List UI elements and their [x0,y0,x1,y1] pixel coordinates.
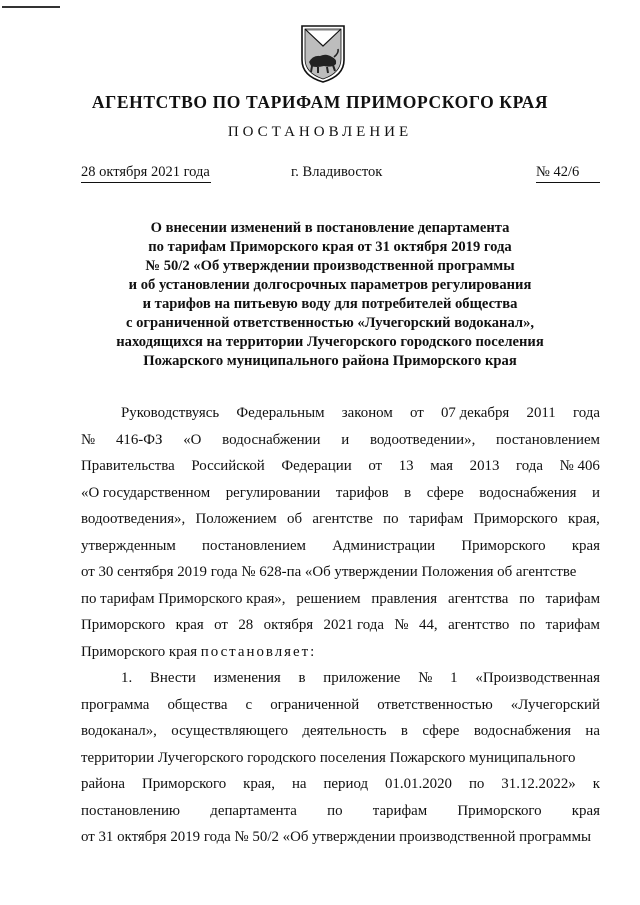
body-word: от 30 сентября 2019 года № 628-па «Об утверждении Положения об агентстве [81,564,577,580]
body-line [81,824,600,851]
title-line: Пожарского муниципального района Приморского края [143,353,517,369]
body-word: Российской [191,458,265,474]
body-word: Приморского [461,537,546,554]
body-word: 1. [121,670,133,686]
body-word: тарифов [335,484,389,501]
body-word: края, [243,776,275,792]
body-line [81,586,600,613]
body-line [81,798,600,825]
document-title [60,219,600,371]
title-line: по тарифам Приморского края от 31 октября 2019 года [148,239,512,255]
body-word: Администрации [332,537,436,554]
body-line [81,665,600,692]
body-word: и [592,484,600,501]
body-word: территории Лучегорского городского поселения Пожарского муниципального [81,749,576,766]
body-word: от [214,617,228,633]
body-word: в [404,484,412,501]
body-word: Внести [149,670,196,686]
body-word: края [175,617,204,633]
body-word: в [298,670,306,686]
body-word: правления [371,590,438,607]
body-word: № [418,670,433,686]
body-word: об [287,511,303,527]
body-word: «Лучегорский [510,696,600,713]
document-date: 28 октября 2021 года [81,163,211,183]
body-word: края [571,802,600,819]
document-number: № 42/6 [536,163,600,183]
body-line [81,559,600,586]
body-word: мая [430,458,453,474]
body-word: Приморского [457,802,542,819]
body-word: сфере [422,723,460,739]
body-word: края, [568,511,600,527]
body-word: водоснабжении [222,431,321,448]
body-word: 1 [450,670,458,686]
body-word: агентство [448,617,510,633]
title-line: находящихся на территории Лучегорского городского поселения [116,334,544,350]
title-line: № 50/2 «Об утверждении производственной программы [145,258,515,274]
body-word: ответственностью [377,696,493,713]
document-body [81,400,600,851]
body-word: департамента [210,802,297,819]
body-line [81,771,600,798]
body-word: постановлению [81,802,181,819]
body-word: года [572,405,600,421]
body-word: водоканал», [81,723,157,739]
body-word: Приморского [141,776,227,792]
title-line: с ограниченной ответственностью «Лучегорский водоканал», [125,315,535,331]
body-word: решением [296,590,361,607]
body-word: агентства [448,590,509,607]
body-word: 28 [238,617,254,633]
body-word: и [341,431,350,448]
body-word: от [409,405,424,421]
body-word: тарифам [372,802,428,819]
body-line [81,718,600,745]
coat-of-arms-icon [298,22,348,84]
body-word: 2021 года [323,617,384,633]
body-word: приложение [323,670,401,686]
body-line [81,745,600,772]
body-word: водоснабжения [479,484,577,501]
body-word: в [400,723,408,739]
body-word: постановлением [202,537,306,554]
body-word: Руководствуясь [121,405,220,421]
body-word: 2011 [526,405,556,421]
scan-mark [2,6,60,8]
body-word: «О государственном [81,484,211,501]
body-line-resolves [81,639,600,666]
body-word: деятельность [302,723,387,739]
body-word: по тарифам Приморского края», [81,590,286,607]
body-word: № [81,431,96,448]
body-word: Федерации [281,458,352,474]
body-word: сфере [426,484,464,501]
body-word: изменения [213,670,281,686]
body-word: с [245,696,253,713]
body-word: по [468,776,485,792]
body-word: программа [81,696,150,713]
body-word: ограниченной [270,696,360,713]
body-word: от [368,458,383,474]
body-word: № 406 [559,458,600,474]
body-word: тарифам [545,590,600,607]
document-city: г. Владивосток [291,164,383,180]
body-line [81,453,600,480]
body-line [81,427,600,454]
body-word: тарифам [408,511,464,527]
body-word: осуществляющего [171,723,289,739]
body-word: № [394,617,409,633]
body-line [81,533,600,560]
body-word: 01.01.2020 [384,776,452,792]
body-word: агентстве [312,511,373,527]
body-word: Приморского [473,511,558,527]
body-word: года [516,458,543,474]
body-word: на [291,776,307,792]
body-word: утвержденным [81,537,176,554]
body-word: по [519,590,535,607]
body-word: «Производственная [475,670,600,686]
body-word: постановлением [496,431,600,448]
body-word: к [592,776,600,792]
body-word: 13 [398,458,414,474]
body-word: октября [263,617,314,633]
title-line: О внесении изменений в постановление департамента [150,220,510,236]
body-word: водоотведении», [369,431,476,448]
body-word: «О [183,431,202,448]
body-word: по [519,617,536,633]
body-word: края [571,537,600,554]
body-line [81,506,600,533]
body-word: на [585,723,600,739]
body-word: по [327,802,343,819]
title-line: и об установлении долгосрочных параметров регулирования [128,277,532,293]
document-type: ПОСТАНОВЛЕНИЕ [227,124,413,140]
body-word: Правительства [81,458,175,474]
body-word: Положением [195,511,277,527]
body-word: период [323,776,369,792]
body-word: Приморского [81,617,166,633]
body-line [81,612,600,639]
body-word: по [383,511,399,527]
body-word: 31.12.2022» [501,776,576,792]
body-word: 2013 [469,458,500,474]
body-word: общества [167,696,228,713]
body-word: 44, [419,617,438,633]
body-line [81,400,600,427]
body-word: тарифам [545,617,600,633]
body-word: законом [341,405,393,421]
body-line [81,692,600,719]
body-word: 07 декабря [440,405,510,421]
body-word: регулировании [225,484,321,501]
agency-name: АГЕНТСТВО ПО ТАРИФАМ ПРИМОРСКОГО КРАЯ [91,92,549,112]
body-line [81,480,600,507]
body-text: Приморского края [81,643,201,660]
body-word: 416-ФЗ [115,431,163,448]
body-word: водоснабжения [473,723,572,739]
resolves-word: постановляет: [200,643,317,660]
body-word: района [81,776,126,792]
body-word: водоотведения», [81,511,186,527]
title-line: и тарифов на питьевую воду для потребителей общества [142,296,518,312]
body-word: от 31 октября 2019 года № 50/2 «Об утверждении производственной программы [81,829,592,845]
body-word: Федеральным [236,405,325,421]
